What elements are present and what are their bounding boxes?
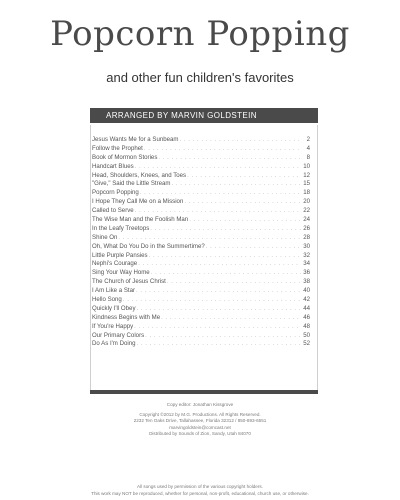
toc-entry-title: I Hope They Call Me on a Mission <box>92 198 184 206</box>
toc-entry <box>92 154 310 163</box>
toc-entry-title: Book of Mormon Stories <box>92 153 158 161</box>
toc-entry <box>92 278 310 287</box>
toc-entry-title: In the Leafy Treetops <box>92 224 150 232</box>
toc-entry <box>92 198 310 207</box>
toc-entry-page: 24 <box>303 216 310 224</box>
table-of-contents <box>92 136 310 349</box>
toc-entry <box>92 260 310 269</box>
copyright-line: Copyright ©2012 by M.G. Productions. All Rights Reserved. <box>139 411 261 417</box>
toc-entry-page: 10 <box>303 162 310 170</box>
toc-entry <box>92 180 310 189</box>
toc-entry-page: 12 <box>303 171 310 179</box>
toc-leader-dots <box>137 305 302 314</box>
toc-entry-page: 32 <box>303 251 310 259</box>
contents-bottom-rule <box>90 390 318 394</box>
toc-entry-title: Our Primary Colors <box>92 331 145 339</box>
toc-entry-title: The Church of Jesus Christ <box>92 278 166 286</box>
toc-entry-title: Shine On <box>92 233 118 241</box>
toc-entry-page: 4 <box>306 144 310 152</box>
toc-entry <box>92 305 310 314</box>
reproduction-notice: This work may NOT be reproduced, whether for personal, non-profit, educational, church use, or otherwise. <box>91 490 309 496</box>
address-line: 2232 Ten Oaks Drive, Tallahassee, Florida 32312 / 850-893-6551 <box>133 418 267 424</box>
toc-entry-title: Nephi's Courage <box>92 260 138 268</box>
toc-entry-title: Jesus Wants Me for a Sunbeam <box>92 136 179 143</box>
toc-entry <box>92 332 310 341</box>
toc-entry <box>92 287 310 296</box>
toc-leader-dots <box>179 136 301 145</box>
toc-entry <box>92 225 310 234</box>
toc-entry-title: Oh, What Do You Do in the Summertime? <box>92 242 205 250</box>
toc-entry-title: Hello Song <box>92 296 122 304</box>
toc-entry-page: 26 <box>303 224 310 232</box>
arranger-banner: ARRANGED BY MARVIN GOLDSTEIN <box>90 108 318 123</box>
toc-leader-dots <box>158 154 301 163</box>
copy-editor-line: Copy editor: Jonathan Kissgrove <box>166 402 234 407</box>
toc-entry-page: 38 <box>303 278 310 286</box>
toc-leader-dots <box>135 163 301 172</box>
toc-leader-dots <box>135 207 301 216</box>
toc-entry <box>92 145 310 154</box>
permissions-footer <box>0 484 400 497</box>
toc-entry-page: 8 <box>306 153 310 161</box>
toc-leader-dots <box>167 278 301 287</box>
toc-entry <box>92 136 310 145</box>
distributor-line: Distributed by Sounds of Zion, Sandy, Utah 84070 <box>149 431 251 437</box>
toc-entry <box>92 243 310 252</box>
toc-entry-page: 48 <box>303 322 310 330</box>
toc-entry-title: Head, Shoulders, Knees, and Toes <box>92 171 187 179</box>
toc-entry-page: 42 <box>303 296 310 304</box>
toc-leader-dots <box>118 234 301 243</box>
toc-entry-page: 50 <box>303 331 310 339</box>
toc-entry-title: The Wise Man and the Foolish Man <box>92 216 189 224</box>
toc-leader-dots <box>136 287 301 296</box>
toc-entry <box>92 269 310 278</box>
toc-leader-dots <box>150 225 301 234</box>
toc-leader-dots <box>151 269 301 278</box>
toc-leader-dots <box>172 180 301 189</box>
toc-entry-title: Popcorn Popping <box>92 189 139 197</box>
toc-entry-title: Do As I'm Doing <box>92 340 136 348</box>
toc-leader-dots <box>149 252 301 261</box>
toc-entry-title: "Give," Said the Little Stream <box>92 180 171 188</box>
toc-leader-dots <box>144 145 301 154</box>
toc-leader-dots <box>187 172 301 181</box>
email-line: marvingoldstein@comcast.net <box>169 424 231 430</box>
credits-block <box>0 402 400 438</box>
toc-entry <box>92 340 310 349</box>
toc-entry <box>92 163 310 172</box>
toc-entry <box>92 296 310 305</box>
toc-entry-page: 46 <box>303 313 310 321</box>
toc-leader-dots <box>137 340 302 349</box>
toc-entry-title: Called to Serve <box>92 207 134 215</box>
toc-entry-page: 30 <box>303 242 310 250</box>
toc-entry-title: If You're Happy <box>92 322 134 330</box>
book-title: Popcorn Popping <box>50 14 350 54</box>
toc-entry-page: 2 <box>306 136 310 143</box>
toc-entry-title: Kindness Begins with Me <box>92 313 161 321</box>
toc-entry-page: 36 <box>303 269 310 277</box>
toc-leader-dots <box>189 216 301 225</box>
toc-leader-dots <box>161 314 301 323</box>
toc-leader-dots <box>138 260 301 269</box>
toc-leader-dots <box>140 189 301 198</box>
toc-entry <box>92 207 310 216</box>
toc-entry-title: I Am Like a Star <box>92 287 136 295</box>
toc-entry-title: Sing Your Way Home <box>92 269 150 277</box>
toc-entry-page: 52 <box>303 340 310 348</box>
toc-entry-page: 18 <box>303 189 310 197</box>
permission-line: All songs used by permission of the various copyright holders. <box>137 484 263 489</box>
toc-entry-page: 40 <box>303 287 310 295</box>
book-subtitle: and other fun children's favorites <box>106 70 294 85</box>
toc-entry <box>92 189 310 198</box>
toc-entry-title: Follow the Prophet <box>92 144 143 152</box>
toc-leader-dots <box>123 296 301 305</box>
toc-entry <box>92 314 310 323</box>
toc-entry-page: 44 <box>303 304 310 312</box>
toc-entry-page: 20 <box>303 198 310 206</box>
toc-entry <box>92 234 310 243</box>
toc-leader-dots <box>184 198 301 207</box>
toc-entry-title: Little Purple Pansies <box>92 251 148 259</box>
toc-entry-page: 22 <box>303 207 310 215</box>
toc-leader-dots <box>206 243 301 252</box>
toc-entry-title: Quickly I'll Obey <box>92 304 136 312</box>
toc-entry-title: Handcart Blues <box>92 162 134 170</box>
toc-entry-page: 15 <box>303 180 310 188</box>
toc-leader-dots <box>134 323 301 332</box>
toc-entry <box>92 216 310 225</box>
toc-entry-page: 28 <box>303 233 310 241</box>
toc-entry <box>92 172 310 181</box>
toc-entry <box>92 323 310 332</box>
toc-entry <box>92 252 310 261</box>
toc-entry-page: 34 <box>303 260 310 268</box>
toc-leader-dots <box>145 332 301 341</box>
